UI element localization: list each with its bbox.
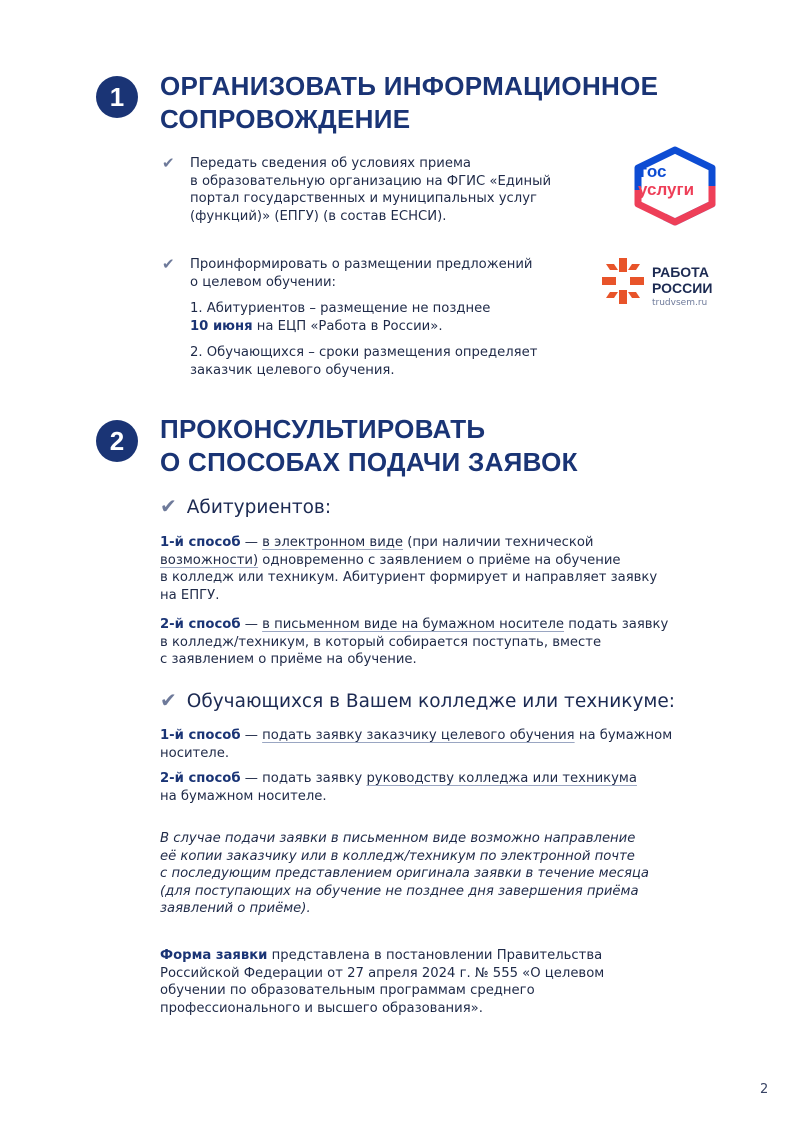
section1-item1-text: Передать сведения об условиях приема в образовательную организацию на ФГИС «Единый портал государственных и муниципальных услуг (функций)» (ЕПГУ) (в состав ЕСНСИ). [190,156,552,224]
check-icon: ✔ [162,154,175,172]
page-number: 2 [760,1082,769,1097]
section-number-1: 1 [96,76,138,118]
rabota-logo-title: РАБОТА РОССИИ [652,264,713,296]
rabota-rossii-logo [600,252,730,312]
section1-item2-point1: 1. Абитуриентов – размещение не позднее 10 июня на ЕЦП «Работа в России». [190,301,491,334]
rabota-rossii-star-icon [600,256,646,306]
section1-item2-point2: 2. Обучающихся – сроки размещения определяет заказчик целевого обучения. [190,345,538,378]
students-heading: ✔ Обучающихся в Вашем колледже или техникуме: [160,688,675,712]
section1-title: ОРГАНИЗОВАТЬ ИНФОРМАЦИОННОЕ СОПРОВОЖДЕНИЕ [160,71,659,134]
check-icon: ✔ [162,255,175,273]
gosuslugi-logo-text-bottom: услуги [638,180,695,199]
section1-item2-text: Проинформировать о размещении предложений о целевом обучении: [190,257,533,290]
applicants-heading: ✔ Абитуриентов: [160,494,332,518]
section2-title: ПРОКОНСУЛЬТИРОВАТЬ О СПОСОБАХ ПОДАЧИ ЗАЯВОК [160,414,578,477]
note-italic: В случае подачи заявки в письменном виде возможно направление её копии заказчику или в колледж/техникум по электронной почте с последующим представлением оригинала заявки в течение месяца (для поступающих на обучение не позднее дня завершения приёма заявлений о приёме). [160,831,649,916]
gosuslugi-logo [630,146,720,226]
check-icon: ✔ [160,494,177,518]
rabota-logo-site: trudvsem.ru [652,298,708,308]
form-reference: Форма заявки представлена в постановлении Правительства Российской Федерации от 27 апреля 2024 г. № 555 «О целевом обучении по образовательным программам среднего профессионального и высшего образования». [160,948,605,1016]
gosuslugi-logo-text-top: гос [640,162,667,181]
students-way1: 1-й способ — подать заявку заказчику целевого обучения на бумажном носителе. [160,728,673,761]
section-number-2: 2 [96,420,138,462]
students-way2: 2-й способ — подать заявку руководству колледжа или техникума на бумажном носителе. [160,771,637,804]
applicants-way2: 2-й способ — в письменном виде на бумажном носителе подать заявку в колледж/техникум, в который собирается поступать, вместе с заявлением о приёме на обучение. [160,617,669,667]
check-icon: ✔ [160,688,177,712]
applicants-way1: 1-й способ — в электронном виде (при наличии технической возможности) одновременно с заявлением о приёме на обучение в колледж или техникум. Абитуриент формирует и направляет заявку на ЕПГУ. [160,535,658,603]
